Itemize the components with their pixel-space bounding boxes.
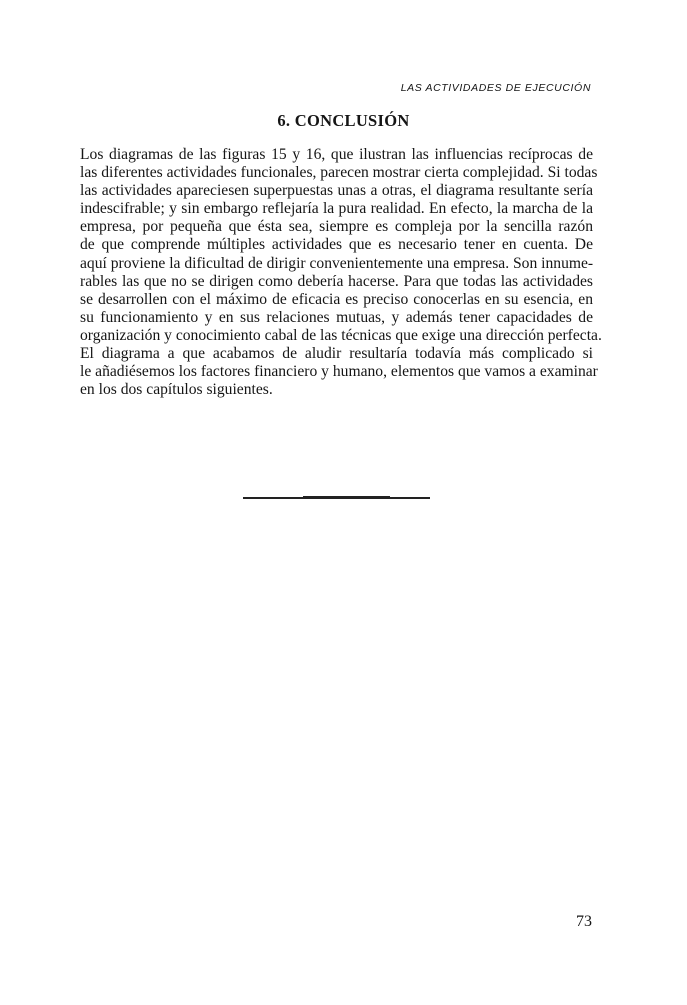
running-header: LAS ACTIVIDADES DE EJECUCIÓN — [400, 82, 591, 94]
paragraph-line: El diagrama a que acabamos de aludir resultaría todavía más complicado si — [80, 345, 593, 363]
paragraph-line: las diferentes actividades funcionales, parecen mostrar cierta complejidad. Si todas — [80, 164, 598, 182]
paragraph-line: Los diagramas de las figuras 15 y 16, que ilustran las influencias recíprocas de — [80, 146, 593, 163]
paragraph-line: las actividades apareciesen superpuestas unas a otras, el diagrama resultante sería — [80, 182, 593, 200]
page-number: 73 — [576, 913, 592, 930]
paragraph-line: indescifrable; y sin embargo reflejaría la pura realidad. En efecto, la marcha de la — [80, 200, 593, 218]
paragraph-line: aquí proviene la dificultad de dirigir convenientemente una empresa. Son innume- — [80, 254, 594, 272]
paragraph-line: rables las que no se dirigen como debería hacerse. Para que todas las actividades — [80, 272, 593, 290]
paragraph-line: se desarrollen con el máximo de eficacia es preciso conocerlas en su esencia, en — [80, 290, 593, 308]
paragraph-line: en los dos capítulos siguientes. — [80, 381, 273, 399]
section-title: 6. CONCLUSIÓN — [277, 111, 410, 130]
paragraph-line: le añadiésemos los factores financiero y humano, elementos que vamos a examinar — [80, 363, 598, 381]
paragraph-line: su funcionamiento y en sus relaciones mutuas, y además tener capacidades de — [80, 308, 593, 326]
paragraph-line: organización y conocimiento cabal de las técnicas que exige una dirección perfecta. — [80, 326, 602, 344]
body-paragraph — [80, 146, 602, 399]
paragraph-line: de que comprende múltiples actividades que es necesario tener en cuenta. De — [80, 236, 593, 254]
paragraph-line: empresa, por pequeña que ésta sea, siempre es compleja por la sencilla razón — [80, 218, 593, 236]
section-end-rule — [243, 497, 430, 499]
